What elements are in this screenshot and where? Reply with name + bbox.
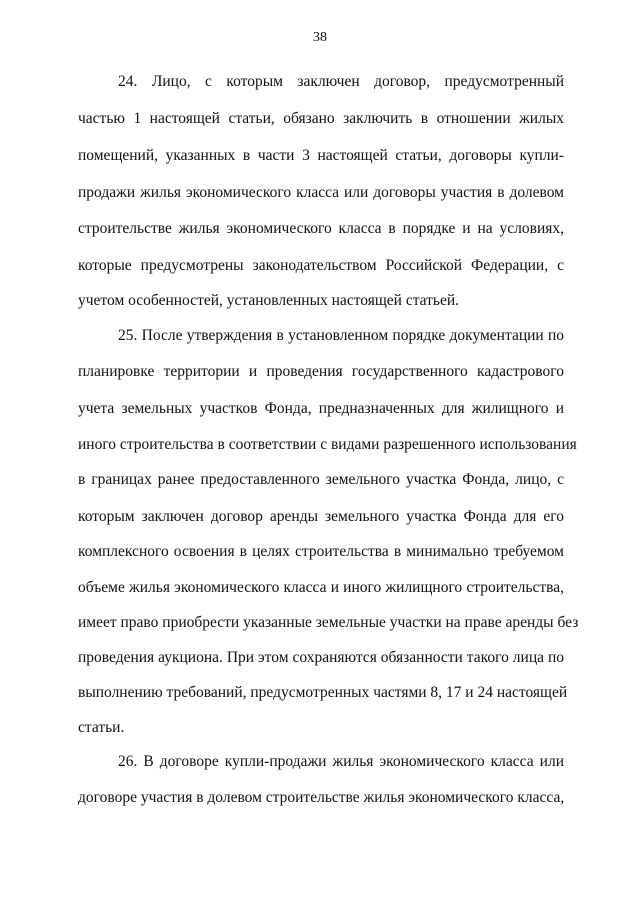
text-line: комплексного освоения в целях строительства в минимально требуемом bbox=[78, 543, 564, 560]
text-line: статьи. bbox=[78, 719, 125, 736]
text-line: в границах ранее предоставленного земельного участка Фонда, лицо, с bbox=[78, 471, 564, 488]
text-line: 24. Лицо, с которым заключен договор, предусмотренный bbox=[118, 73, 564, 90]
text-line: учетом особенностей, установленных настоящей статьей. bbox=[78, 292, 460, 309]
text-line: выполнению требований, предусмотренных частями 8, 17 и 24 настоящей bbox=[78, 684, 568, 701]
text-line: помещений, указанных в части 3 настоящей статьи, договоры купли- bbox=[78, 147, 564, 164]
text-line: учета земельных участков Фонда, предназначенных для жилищного и bbox=[78, 400, 564, 417]
page-number: 38 bbox=[313, 30, 327, 45]
text-line: объеме жилья экономического класса и иного жилищного строительства, bbox=[78, 579, 564, 596]
text-line: договоре участия в долевом строительстве жилья экономического класса, bbox=[78, 789, 565, 806]
text-line: иного строительства в соответствии с видами разрешенного использования bbox=[78, 436, 577, 453]
text-line: которые предусмотрены законодательством Российской Федерации, с bbox=[78, 257, 564, 274]
text-line: имеет право приобрести указанные земельные участки на праве аренды без bbox=[78, 614, 579, 631]
text-line: строительстве жилья экономического класса в порядке и на условиях, bbox=[78, 220, 564, 237]
text-line: планировке территории и проведения государственного кадастрового bbox=[78, 363, 564, 380]
text-line: 25. После утверждения в установленном порядке документации по bbox=[118, 327, 564, 344]
text-line: которым заключен договор аренды земельного участка Фонда для его bbox=[78, 508, 564, 525]
text-line: частью 1 настоящей статьи, обязано заключить в отношении жилых bbox=[78, 110, 564, 127]
text-line: 26. В договоре купли-продажи жилья экономического класса или bbox=[118, 753, 564, 770]
text-line: проведения аукциона. При этом сохраняются обязанности такого лица по bbox=[78, 649, 564, 666]
text-line: продажи жилья экономического класса или договоры участия в долевом bbox=[78, 184, 564, 201]
